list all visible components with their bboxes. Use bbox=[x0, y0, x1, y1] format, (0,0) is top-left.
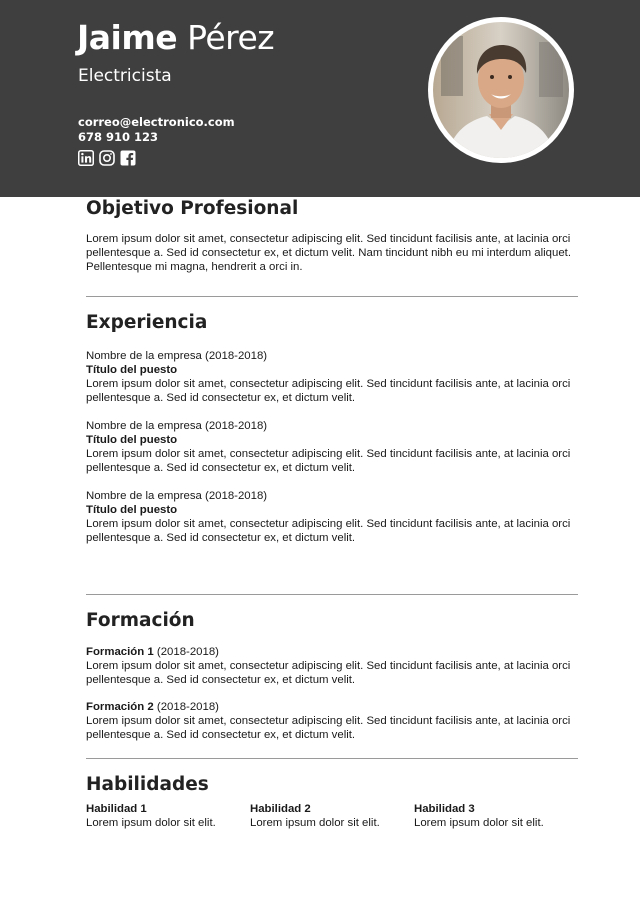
company-name: Nombre de la empresa (2018-2018) bbox=[86, 350, 268, 362]
skills-list bbox=[86, 802, 578, 830]
phone-number: 678 910 123 bbox=[78, 130, 159, 144]
full-name bbox=[77, 18, 274, 57]
job-title: Electricista bbox=[78, 66, 172, 86]
profile-photo bbox=[433, 22, 569, 158]
linkedin-icon[interactable] bbox=[78, 150, 94, 166]
section-divider bbox=[86, 758, 578, 759]
first-name: Jaime bbox=[77, 18, 178, 57]
section-heading: Experiencia bbox=[86, 312, 208, 333]
section-heading: Formación bbox=[86, 610, 195, 631]
skill-item bbox=[86, 802, 250, 830]
skill-name: Habilidad 1 bbox=[86, 803, 147, 815]
education-years: (2018-2018) bbox=[156, 646, 219, 658]
education-section bbox=[86, 610, 578, 742]
experience-section bbox=[86, 312, 578, 545]
company-name: Nombre de la empresa (2018-2018) bbox=[86, 420, 268, 432]
skill-description: Lorem ipsum dolor sit elit. bbox=[414, 817, 544, 829]
section-heading: Habilidades bbox=[86, 774, 209, 795]
section-divider bbox=[86, 296, 578, 297]
email-address[interactable]: correo@electronico.com bbox=[78, 115, 235, 129]
company-name: Nombre de la empresa (2018-2018) bbox=[86, 490, 268, 502]
job-role: Título del puesto bbox=[86, 364, 178, 376]
education-name: Formación 1 bbox=[86, 646, 154, 658]
skills-section bbox=[86, 774, 578, 830]
skill-description: Lorem ipsum dolor sit elit. bbox=[250, 817, 380, 829]
education-item bbox=[86, 700, 578, 742]
job-description: Lorem ipsum dolor sit amet, consectetur adipiscing elit. Sed tincidunt facilisis ante, at lacinia orci pellentesque a. Sed id consectetur ex, et dictum velit. bbox=[86, 448, 571, 474]
section-divider bbox=[86, 594, 578, 595]
job-description: Lorem ipsum dolor sit amet, consectetur adipiscing elit. Sed tincidunt facilisis ante, at lacinia orci pellentesque a. Sed id consectetur ex, et dictum velit. bbox=[86, 518, 571, 544]
job-role: Título del puesto bbox=[86, 434, 178, 446]
education-name: Formación 2 bbox=[86, 701, 154, 713]
skill-item bbox=[250, 802, 414, 830]
facebook-icon[interactable] bbox=[120, 150, 136, 166]
education-years: (2018-2018) bbox=[156, 701, 219, 713]
objective-text: Lorem ipsum dolor sit amet, consectetur adipiscing elit. Sed tincidunt facilisis ante, at lacinia orci pellentesque a. Sed id consectetur ex, et dictum velit. Nam tincidunt nibh eu mi interdum aliquet. Pellentesque mi magna, hendrerit a orci in. bbox=[86, 233, 571, 273]
education-item bbox=[86, 645, 578, 687]
skill-name: Habilidad 3 bbox=[414, 803, 475, 815]
objective-section bbox=[86, 198, 578, 274]
education-description: Lorem ipsum dolor sit amet, consectetur adipiscing elit. Sed tincidunt facilisis ante, at lacinia orci pellentesque a. Sed id consectetur ex, et dictum velit. bbox=[86, 715, 571, 741]
profile-photo-frame bbox=[428, 17, 574, 163]
skill-description: Lorem ipsum dolor sit elit. bbox=[86, 817, 216, 829]
last-name: Pérez bbox=[187, 18, 275, 57]
education-description: Lorem ipsum dolor sit amet, consectetur adipiscing elit. Sed tincidunt facilisis ante, at lacinia orci pellentesque a. Sed id consectetur ex, et dictum velit. bbox=[86, 660, 571, 686]
social-links bbox=[78, 150, 136, 166]
resume-header bbox=[0, 0, 640, 197]
job-role: Título del puesto bbox=[86, 504, 178, 516]
skill-item bbox=[414, 802, 578, 830]
section-heading: Objetivo Profesional bbox=[86, 198, 299, 219]
experience-item bbox=[86, 349, 578, 405]
job-description: Lorem ipsum dolor sit amet, consectetur adipiscing elit. Sed tincidunt facilisis ante, at lacinia orci pellentesque a. Sed id consectetur ex, et dictum velit. bbox=[86, 378, 571, 404]
instagram-icon[interactable] bbox=[99, 150, 115, 166]
experience-item bbox=[86, 489, 578, 545]
skill-name: Habilidad 2 bbox=[250, 803, 311, 815]
experience-item bbox=[86, 419, 578, 475]
